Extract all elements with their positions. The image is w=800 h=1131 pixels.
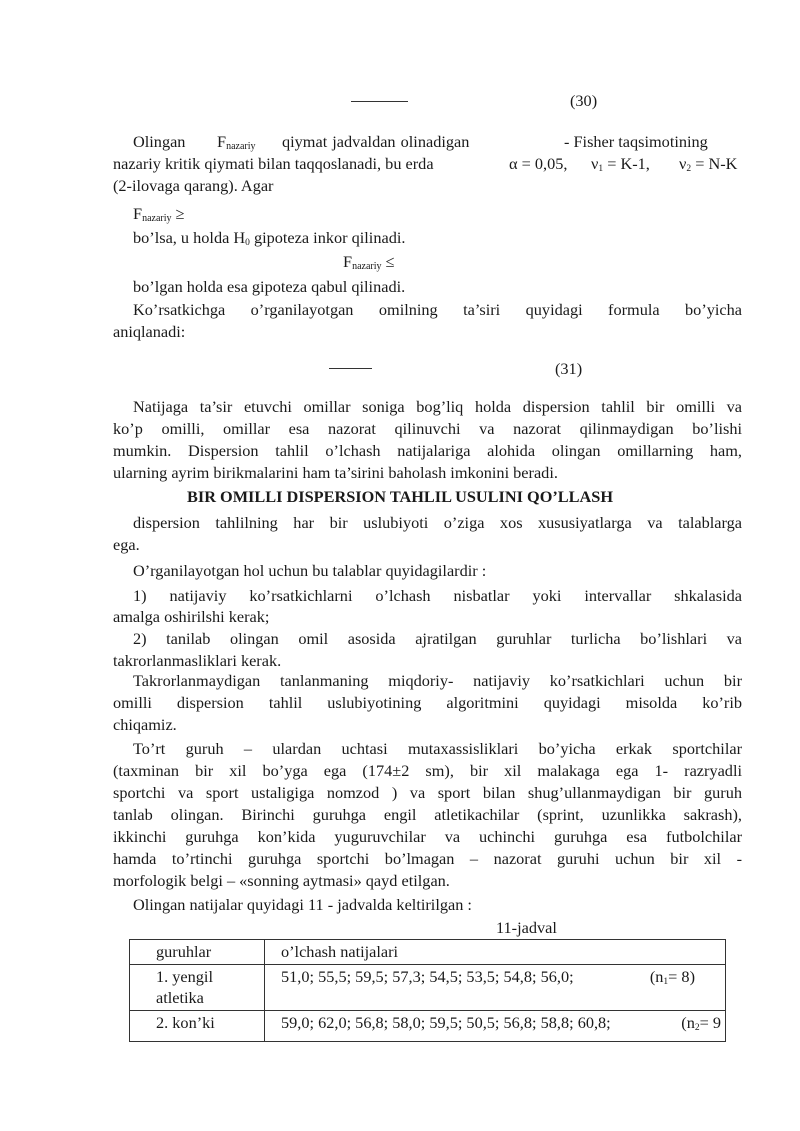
paragraph-line: O’rganilayotgan hol uchun bu talablar quyidagilardir : — [133, 561, 487, 580]
paragraph-line: (taxminan bir xil bo’yga ega (174±2 sm), bir xil malakaga ega 1- razryadli — [113, 761, 742, 780]
condition-less: Fnazariy ≤ — [343, 252, 395, 272]
alpha-value: α = 0,05, — [509, 154, 568, 173]
table-row — [130, 965, 726, 1011]
paragraph-line: chiqamiz. — [113, 715, 177, 734]
equation-number: (31) — [555, 359, 583, 378]
paragraph-line: - Fisher taqsimotining — [564, 132, 708, 151]
sample-size: ($n_2= 9$ — [681, 1013, 721, 1033]
fraction-bar — [329, 368, 372, 369]
paragraph-line: hamda to’rtinchi guruhga sportchi bo’lmagan – nazorat guruhi uchun bir xil - — [113, 849, 742, 868]
paragraph-line: ikkinchi guruhga kon’kida yuguruvchilar va uchinchi guruhga esa futbolchilar — [113, 827, 742, 846]
paragraph-line: Natijaga ta’sir etuvchi omillar soniga bog’liq holda dispersion tahlil bir omilli va — [133, 397, 742, 416]
group-cell: 1. yengil atletika — [130, 965, 265, 1011]
measurement-values: 51,0; 55,5; 59,5; 57,3; 54,5; 53,5; 54,8; 56,0; — [281, 967, 574, 986]
paragraph-line: Olingan — [133, 132, 186, 151]
f-nazariy-symbol: Fnazariy — [217, 132, 256, 152]
paragraph-line: sportchi va sport ustaligiga nomzod ) va sport bilan shug’ullanmaydigan bir guruh — [113, 783, 742, 802]
list-item: amalga oshirilshi kerak; — [113, 607, 270, 626]
paragraph-line: Ko’rsatkichga o’rganilayotgan omilning ta’siri quyidagi formula bo’yicha — [133, 300, 742, 319]
column-header: o’lchash natijalari — [265, 940, 726, 965]
acceptance-line: bo’lgan holda esa gipoteza qabul qilinadi. — [133, 277, 406, 296]
results-table — [129, 939, 726, 1042]
measurement-values: 59,0; 62,0; 56,8; 58,0; 59,5; 50,5; 56,8; 58,8; 60,8; — [281, 1013, 611, 1032]
paragraph-line: aniqlanadi: — [113, 322, 186, 341]
values-cell — [265, 1011, 726, 1042]
paragraph-line: ko’p omilli, omillar esa nazorat qilinuvchi va nazorat qilinmaydigan bo’lishi — [113, 419, 742, 438]
paragraph-line: tanlab olingan. Birinchi guruhga engil atletikachilar (sprint, uzunlikka sakrash), — [113, 805, 742, 824]
table-header-row — [130, 940, 726, 965]
paragraph-line: dispersion tahlilning har bir uslubiyoti o’ziga xos xususiyatlarga va talablarga — [133, 513, 742, 532]
equation-number: (30) — [570, 91, 598, 110]
paragraph-line: (2-ilovaga qarang). Agar — [113, 176, 274, 195]
paragraph-line: ega. — [113, 535, 140, 554]
table-row — [130, 1011, 726, 1042]
section-heading: BIR OMILLI DISPERSION TAHLIL USULINI QO’LLASH — [187, 487, 613, 506]
paragraph-line: To’rt guruh – ulardan uchtasi mutaxassisliklari bo’yicha erkak sportchilar — [133, 739, 742, 758]
h0-rejection-line: bo’lsa, u holda $H_0$ gipoteza inkor qilinadi. — [133, 228, 406, 248]
paragraph-line: ularning ayrim birikmalarini ham ta’sirini baholash imkonini beradi. — [113, 463, 558, 482]
paragraph-line: Takrorlanmaydigan tanlanmaning miqdoriy- natijaviy ko’rsatkichlari uchun bir — [133, 671, 742, 690]
list-item: 2) tanilab olingan omil asosida ajratilgan guruhlar turlicha bo’lishlari va — [133, 629, 742, 648]
sample-size: $(n_1= 8)$ — [649, 967, 695, 987]
fraction-bar — [351, 101, 408, 102]
paragraph-line: qiymat jadvaldan olinadigan — [282, 132, 470, 151]
nu1-value: $\nu_1 = K-1$, — [591, 154, 650, 174]
group-cell: 2. kon’ki — [130, 1011, 265, 1042]
paragraph-line: mumkin. Dispersion tahlil o’lchash natijalariga alohida olingan omillarning ham, — [113, 441, 742, 460]
table-caption: 11-jadval — [496, 918, 557, 937]
column-header: guruhlar — [130, 940, 265, 965]
list-item: takrorlanmasliklari kerak. — [113, 651, 282, 670]
paragraph-line: morfologik belgi – «sonning aytmasi» qayd etilgan. — [113, 871, 450, 890]
list-item: 1) natijaviy ko’rsatkichlarni o’lchash nisbatlar yoki intervallar shkalasida — [133, 586, 742, 605]
condition-greater: Fnazariy ≥ — [133, 204, 185, 224]
values-cell — [265, 965, 726, 1011]
nu2-value: $\nu_2 = N-K$ — [679, 154, 738, 174]
paragraph-line: Olingan natijalar quyidagi 11 - jadvalda keltirilgan : — [133, 895, 472, 914]
paragraph-line: omilli dispersion tahlil uslubiyotining algoritmini quyidagi misolda ko’rib — [113, 693, 742, 712]
paragraph-line: nazariy kritik qiymati bilan taqqoslanadi, bu erda — [113, 154, 434, 173]
